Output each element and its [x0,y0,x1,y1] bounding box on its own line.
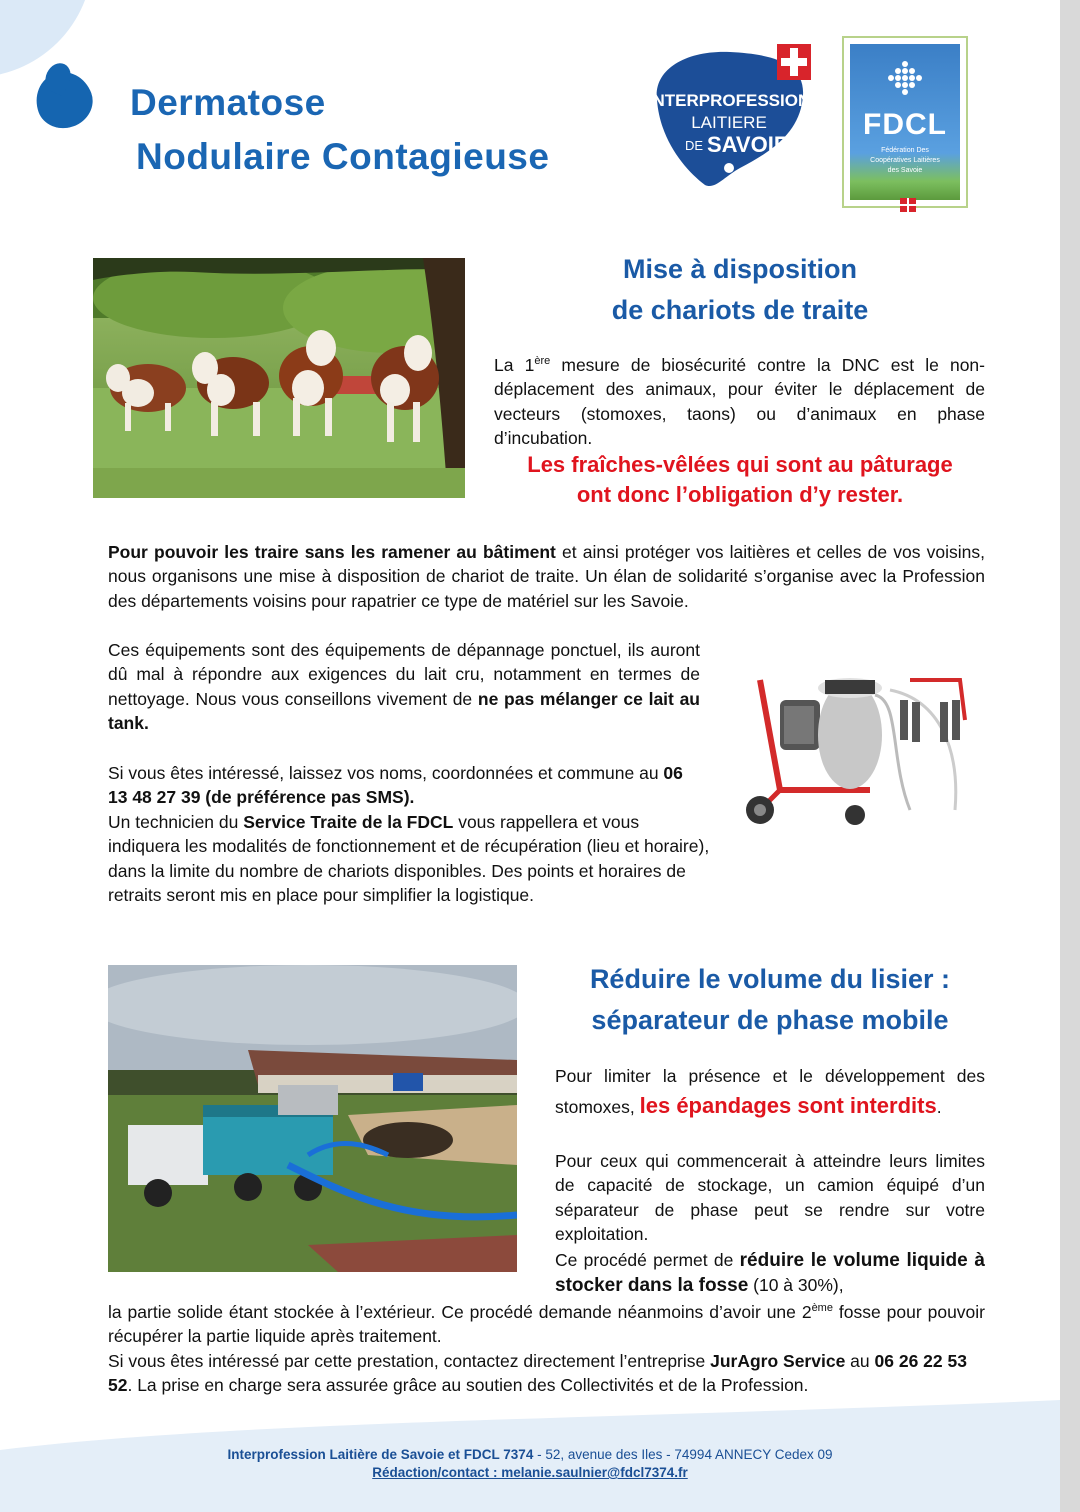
fdcl-subtitle-1: Fédération Des [881,147,929,154]
section2-paragraph-4 [108,1300,985,1349]
intro-post: mesure de biosécurité contre la DNC est le non-déplacement des animaux, pour éviter le déplacement de vecteurs (stomoxes, taons) ou d’animaux en phase d’incubation. [494,355,985,449]
p3-text: Si vous êtes intéressé, laissez vos noms, coordonnées et commune au [108,763,664,783]
section1-paragraph-2 [108,638,700,736]
section1-heading-line-1: Mise à disposition [622,254,858,284]
s2-p1-end: . [936,1097,942,1117]
s2-p5-text-3: . La prise en charge sera assurée grâce au soutien des Collectivités et de la Profession. [127,1375,809,1396]
water-drop-icon [28,64,100,136]
p4-text-1: Un technicien du [108,812,244,832]
interpro-line-3-prefix: DE [685,138,704,153]
footer-address [0,1446,1060,1464]
alert-line-1: Les fraîches-vêlées qui sont au pâturage [527,452,953,477]
p3-bold: 06 13 48 27 39 (de préférence pas SMS). [108,763,683,808]
footer-org: Interprofession Laitière de Savoie et FDCL 7374 [227,1447,534,1462]
p1-bold: Pour pouvoir les traire sans les ramener au bâtiment [108,542,556,562]
section1-paragraph-4 [108,810,714,908]
s2-p4-text-1: la partie solide étant stockée à l’extérieur. Ce procédé demande néanmoins d’avoir une 2 [108,1302,812,1322]
milking-cart-photo [740,640,980,840]
s2-p4-sup: ème [811,1302,833,1315]
alert-line-2: ont donc l’obligation d’y rester. [576,482,904,507]
intro-sup: ère [534,355,551,368]
s2-p3-text-2: (10 à 30%), [748,1275,844,1296]
section1-intro [494,353,985,451]
section1-paragraph-3 [108,761,700,810]
section1-paragraph-1 [108,540,985,613]
s2-p1-text: Pour limiter la présence et le développement des stomoxes, [555,1066,985,1117]
s2-p1-red: les épandages sont interdits [639,1093,937,1118]
p2-bold: ne pas mélanger ce lait au tank. [108,688,701,734]
s2-p5-text-1: Si vous êtes intéressé par cette prestation, contactez directement l’entreprise [108,1351,711,1371]
p1-rest: et ainsi protéger vos laitières et celles de vos voisins, nous organisons une mise à disposition de chariot de traite. Un élan de solidarité s’organise avec la Profession des départements voisins pour rapatrier ce type de matériel sur les Savoie. [108,542,985,611]
s2-p5-text-2: au [845,1351,875,1371]
section1-alert [480,450,1000,510]
fdcl-subtitle [854,146,956,176]
interpro-line-2: LAITIERE [691,113,767,132]
section2-paragraph-1 [555,1062,985,1122]
p2-text: Ces équipements sont des équipements de dépannage ponctuel, ils auront dû mal à répondre aux exigences du lait cru, notamment en termes de nettoyage. Nous vous conseillons vivement de [108,640,700,709]
grape-dots-icon [885,60,925,100]
interpro-line-1: INTERPROFESSION [647,91,811,110]
section1-heading-line-2: de chariots de traite [611,295,869,325]
cows-pasture-photo [93,258,465,498]
s2-p3-text-1: Ce procédé permet de [555,1250,740,1270]
section2-heading-line-2: séparateur de phase mobile [591,1005,949,1035]
intro-pre: La 1 [494,355,535,375]
fdcl-subtitle-3: des Savoie [887,167,923,174]
fdcl-name: FDCL [863,108,947,141]
title-line-1: Dermatose [130,82,326,123]
section2-heading-line-1: Réduire le volume du lisier : [589,964,951,994]
section2-heading [545,959,995,1041]
s2-p5-bold-2: 06 26 22 53 52 [108,1351,967,1396]
p4-bold: Service Traite de la FDCL [243,812,454,832]
section2-paragraph-5 [108,1349,988,1398]
interpro-line-3: SAVOIE [707,132,789,157]
s2-p3-bold: réduire le volume liquide à stocker dans la fosse [555,1250,985,1297]
footer-address-rest: - 52, avenue des Iles - 74994 ANNECY Cedex 09 [533,1447,833,1462]
phase-separator-truck-photo [108,965,517,1272]
title-line-2: Nodulaire Contagieuse [136,136,550,177]
interprofession-logo [645,40,815,190]
fdcl-subtitle-2: Coopératives Laitières [870,157,940,164]
section2-paragraph-3 [555,1248,985,1299]
savoie-flag-icon [900,198,916,212]
section2-paragraph-2: Pour ceux qui commencerait à atteindre leurs limites de capacité de stockage, un camion équipé d’un séparateur de phase peut se rendre sur votre exploitation. [555,1151,985,1245]
s2-p5-bold-1: JurAgro Service [710,1351,846,1371]
document-title [130,76,549,184]
footer-contact-link[interactable]: Rédaction/contact : melanie.saulnier@fdcl7374.fr [372,1465,688,1480]
fdcl-logo [842,36,968,208]
p4-text-2: vous rappellera et vous indiquera les modalités de fonctionnement et de récupération (lieu et horaire), dans la limite du nombre de chariots disponibles. Des points et horaires de retraits seront mis en place pour simplifier la logistique. [108,812,710,906]
s2-p4-text-2: fosse pour pouvoir récupérer la partie liquide après traitement. [108,1302,985,1347]
section1-heading [560,249,920,331]
footer [0,1446,1060,1482]
